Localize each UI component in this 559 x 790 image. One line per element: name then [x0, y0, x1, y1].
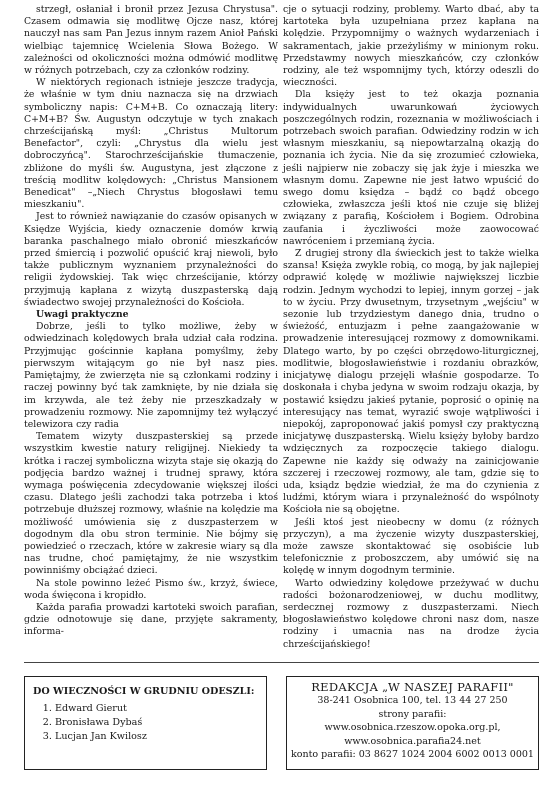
paragraph: W niektórych regionach istnieje jeszcze tradycja, że właśnie w tym dniu naznacza się na drzwiach symboliczny napis: C+M+B. Co oznaczają litery: C+M+B? Św. Augustyn odczytuje w tych znakach chrześcijańską myśl: „Christus Multorum Benefactor", czyli: „Chrystus dla wielu jest dobroczyńcą". Starochrześcijańskie tłumaczenie, zbliżone do myśli św. Augustyna, jest złączone z treścią modlitw kolędowych: „Christus Mansionem Benedicat" –„Niech Chrystus błogosławi temu mieszkaniu".: [24, 77, 278, 211]
obituary-name: 3. Lucjan Jan Kwilosz: [55, 730, 258, 744]
editorial-website-2[interactable]: www.osobnica.parafia24.net: [344, 735, 481, 747]
obituary-name: 2. Bronisława Dybaś: [55, 716, 258, 730]
paragraph: cje o sytuacji rodziny, problemy. Warto dbać, aby ta kartoteka była uzupełniana przez kapłana na kolędzie. Przypomnijmy o ważnych wydarzeniach i sakramentach, jakie przeżyliśmy w minionym roku. Przedstawmy nowych mieszkańców, czy członków rodziny, ale też wspomnijmy tych, którzy odeszli do wieczności.: [283, 4, 539, 89]
right-column: [283, 4, 539, 651]
paragraph: Każda parafia prowadzi kartoteki swoich parafian, gdzie odnotowuje się dane, przyjęte sakramenty, informa-: [24, 601, 278, 638]
editorial-address: 38-241 Osobnica 100, tel. 13 44 27 250: [317, 695, 508, 707]
editorial-website-1[interactable]: strony parafii: www.osobnica.rzeszow.opoka.org.pl,: [324, 708, 501, 734]
left-column: [24, 4, 278, 639]
section-heading: Uwagi praktyczne: [36, 309, 129, 321]
paragraph: Jeśli ktoś jest nieobecny w domu (z różnych przyczyn), a ma życzenie wizyty duszpasterskiej, może zawsze skontaktować się osobiście lub telefonicznie z proboszczem, aby umówić się na kolędę w innym dogodnym terminie.: [283, 516, 539, 577]
editorial-account: konto parafii: 03 8627 1024 2004 6002 0013 0001: [291, 749, 534, 761]
paragraph: Jest to również nawiązanie do czasów opisanych w Księdze Wyjścia, kiedy oznaczenie domów krwią baranka paschalnego miało obronić mieszkańców przed śmiercią i pozwolić opuścić kraj niewoli, było także publicznym wyznaniem przynależności do religii żydowskiej. Tak więc chrześcijanie, którzy przyjmują kapłana z wizytą duszpasterską dają świadectwo swojej przynależności do Kościoła.: [24, 211, 278, 308]
paragraph: Warto odwiedziny kolędowe przeżywać w duchu radości bożonarodzeniowej, w duchu modlitwy, serdecznej rozmowy z duszpasterzami. Niech błogosławieństwo kolędowe chroni nasz dom, nasze rodziny i umacnia nas na drodze życia chrześcijańskiego!: [283, 577, 539, 650]
paragraph: Na stole powinno leżeć Pismo św., krzyż, świece, woda święcona i kropidło.: [24, 577, 278, 601]
obituary-list: [33, 702, 258, 744]
editorial-box: [286, 676, 539, 770]
paragraph: Tematem wizyty duszpasterskiej są przede wszystkim kwestie natury religijnej. Niekiedy ta krótka i raczej symboliczna wizyta staje się okazją do podjęcia bardzo ważnej i trudnej sprawy, która wymaga poświęcenia zdecydowanie większej ilości czasu. Dlatego jeśli zachodzi taka potrzeba i ktoś potrzebuje dłuższej rozmowy, właśnie na kolędzie ma możliwość umówienia się z duszpasterzem w dogodnym dla obu stron terminie. Nie bójmy się powiedzieć o rzeczach, które w zakresie wiary są dla nas trudne, choć pamiętajmy, że nie wszystkim powinniśmy obciążać dzieci.: [24, 431, 278, 577]
paragraph: Dla księży jest to też okazja poznania indywidualnych uwarunkowań życiowych poszczególnych rodzin, rozeznania w możliwościach i potrzebach swoich parafian. Odwiedziny rodzin w ich własnym mieszkaniu, są niepowtarzalną okazją do poznania ich życia. Nie da się zrozumieć człowieka, jeśli najpierw nie zobaczy się jak żyje i mieszka we własnym domu. Zapewne nie jest łatwo wpuścić do swego domu księdza – bądź co bądź obcego człowieka, zwłaszcza jeśli ktoś nie czuje się bliżej związany z parafią, Kościołem i Bogiem. Odrobina zaufania i życzliwości może zaowocować nawróceniem i przemianą życia.: [283, 89, 539, 247]
paragraph: Dobrze, jeśli to tylko możliwe, żeby w odwiedzinach kolędowych brała udział cała rodzina. Przyjmując gościnnie kapłana pomyślmy, żeby pierwszym witającym go nie był nasz pies. Pamiętajmy, że zwierzęta nie są członkami rodziny i raczej powinny być tak zamknięte, by nie działa się im krzywda, ale też żeby nie przeszkadzały w prowadzeniu rozmowy. Nie zapomnijmy też wyłączyć telewizora czy radia: [24, 321, 278, 430]
obituary-box: [24, 676, 267, 770]
paragraph: strzegł, osłaniał i bronił przez Jezusa Chrystusa". Czasem odmawia się modlitwę Ojcze nasz, której nauczył nas sam Pan Jezus innym razem Anioł Pański wielbiąc tajemnicę Wcielenia Słowa Bożego. W zależności od okoliczności można odmówić modlitwę w różnych potrzebach, czy za członków rodziny.: [24, 4, 278, 77]
paragraph: Z drugiej strony dla świeckich jest to także wielka szansa! Księża zwykle robią, co mogą, by jak najlepiej odprawić kolędę w możliwie największej liczbie rodzin. Jednym wychodzi to lepiej, innym gorzej – jak to w życiu. Przy dwusetnym, trzysetnym „wejściu" w sezonie lub trzydziestym danego dnia, trudno o świeżość, entuzjazm i pełne zaangażowanie w prowadzenie interesującej rozmowy z domownikami. Dlatego warto, by po części obrzędowo-liturgicznej, modlitwie, błogosławieństwie i rozdaniu obrazków, inicjatywę dialogu przejęli właśnie gospodarze. To doskonała i chyba jedyna w swoim rodzaju okazja, by postawić księdzu jakieś pytanie, poprosić o opinię na interesujący nas temat, wyrazić swoje wątpliwości i niepokój, zaproponować jakiś pomysł czy praktyczną inicjatywę duszpasterską. Wielu księży byłoby bardzo wdzięcznych za rozpoczęcie takiego dialogu. Zapewne nie każdy się odważy na zainicjowanie szczerej i rzeczowej rozmowy, ale tam, gdzie się to uda, ksiądz będzie wiedział, że ma do czynienia z ludźmi, którym wiara i przynależność do wspólnoty Kościoła nie są obojętne.: [283, 248, 539, 516]
obituary-title: DO WIECZNOŚCI W GRUDNIU ODESZLI:: [33, 686, 255, 697]
obituary-name: 1. Edward Gierut: [55, 702, 258, 716]
section-divider: [24, 662, 539, 663]
editorial-title: REDAKCJA „W NASZEJ PARAFII": [311, 680, 514, 694]
